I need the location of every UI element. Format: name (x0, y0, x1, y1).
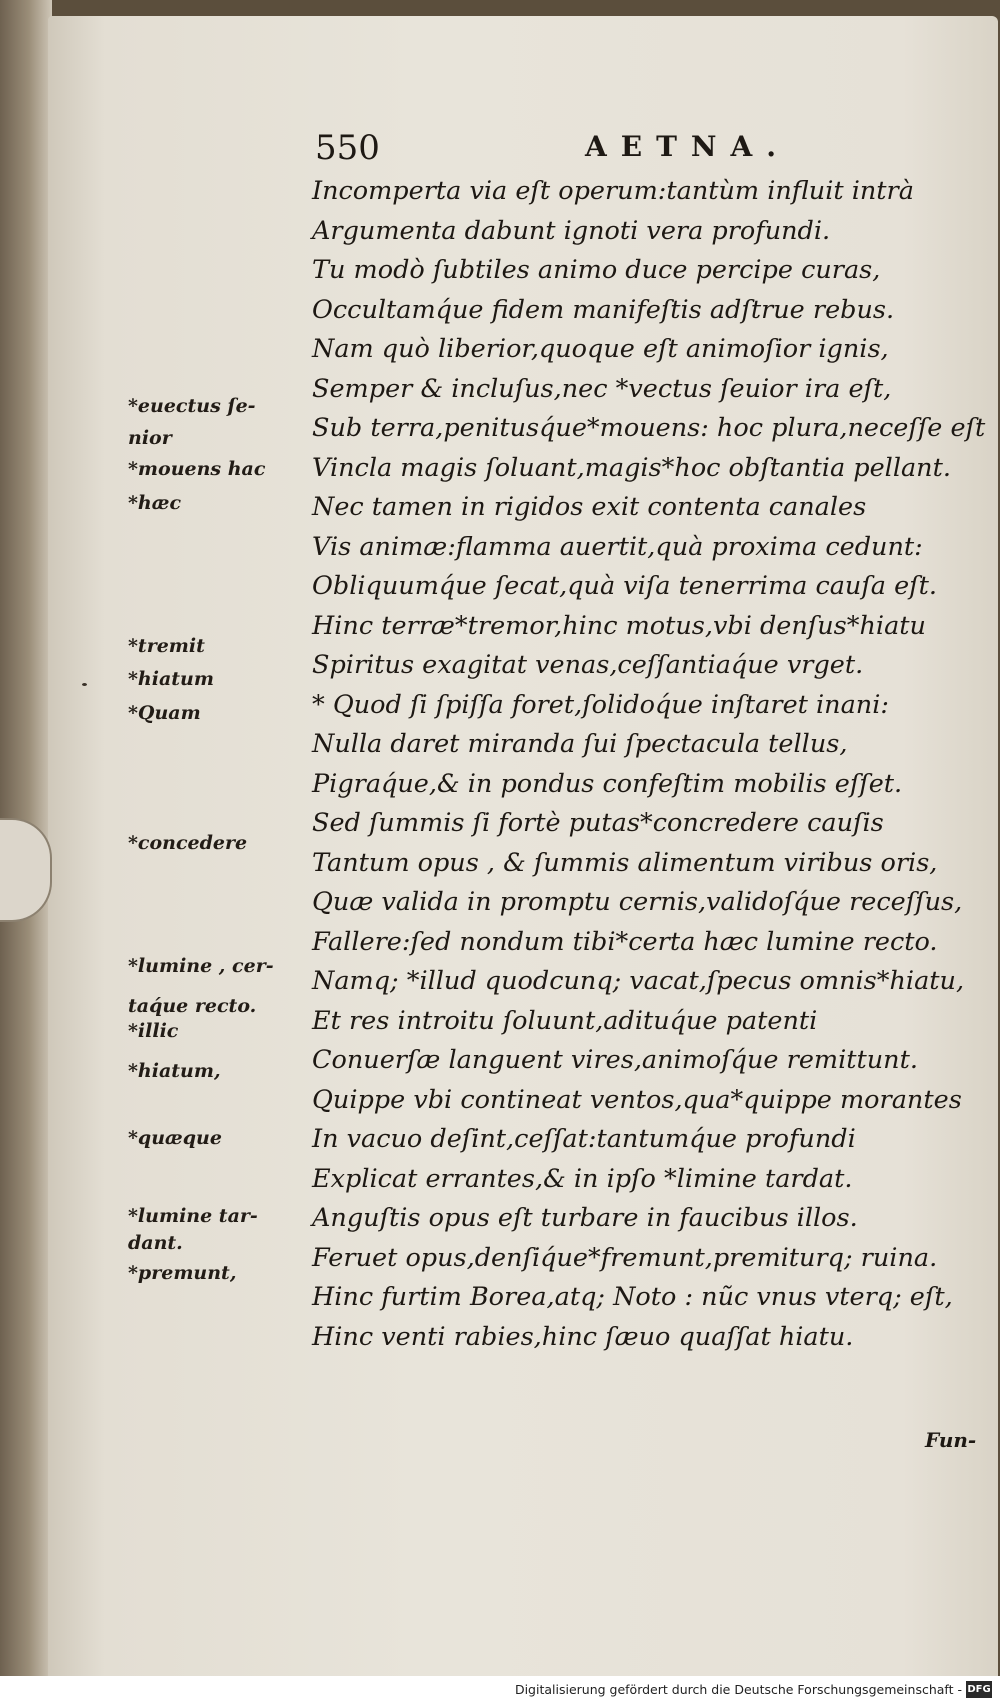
verse-line: Tu modò ſubtiles animo duce percipe curas, (312, 255, 881, 285)
verse-line: Tantum opus , & ſummis alimentum viribus oris, (312, 847, 938, 878)
verse-line: Obliquumq́ue ſecat,quà viſa tenerrima cauſa eſt. (312, 571, 937, 601)
margin-note: *hiatum, (128, 1060, 221, 1082)
ink-speck (82, 683, 87, 686)
verse-line: Vis animæ:flamma auertit,quà proxima cedunt: (312, 531, 923, 562)
margin-note: *hiatum (128, 668, 214, 690)
verse-line: Vincla magis ſoluant,magis*hoc obſtantia pellant. (312, 452, 951, 483)
verse-line: Semper & incluſus,nec *vectus ſeuior ira eſt, (312, 373, 892, 404)
margin-note: *mouens hac (128, 458, 266, 480)
margin-note: dant. (128, 1232, 183, 1254)
verse-line: Hinc venti rabies,hinc ſæuo quaſſat hiatu. (312, 1321, 854, 1352)
verse-line: Pigraq́ue,& in pondus confeſtim mobilis eſſet. (312, 768, 903, 799)
margin-note: *tremit (128, 635, 205, 657)
verse-line: Hinc terræ*tremor,hinc motus,vbi denſus*hiatu (312, 610, 926, 641)
verse-line: Quippe vbi contineat ventos,qua*quippe morantes (312, 1084, 962, 1115)
margin-note: nior (128, 427, 172, 449)
margin-note: *lumine tar- (128, 1205, 258, 1227)
verse-line: Sub terra,penitusq́ue*mouens: hoc plura,neceſſe eſt (312, 413, 986, 443)
verse-line: Argumenta dabunt ignoti vera profundi. (312, 215, 831, 246)
verse-line: Incomperta via eſt operum:tantùm influit intrà (312, 176, 914, 206)
margin-note: *concedere (128, 832, 248, 854)
verse-line: Namq; *illud quodcunq; vacat,ſpecus omnis*hiatu, (312, 966, 965, 996)
verse-line: Explicat errantes,& in ipſo *limine tardat. (312, 1163, 853, 1194)
dfg-logo-icon: DFG (966, 1681, 992, 1698)
running-title: AETNA. (585, 130, 790, 163)
verse-line: Occultamq́ue fidem manifeſtis adſtrue rebus. (312, 294, 895, 325)
page-header (315, 128, 915, 174)
margin-note: *Quam (128, 702, 201, 724)
verse-line: * Quod ſi ſpiſſa foret,ſolidoq́ue inſtaret inani: (312, 689, 889, 720)
verse-line: Feruet opus,denſiq́ue*fremunt,premiturq; ruina. (312, 1242, 938, 1273)
footer-credit: Digitalisierung gefördert durch die Deutsche Forschungsgemeinschaft - (514, 1682, 962, 1697)
margin-note: taq́ue recto. (128, 995, 257, 1017)
verse-line: Sed ſummis ſi fortè putas*concredere cauſis (312, 808, 884, 838)
verse-line: Quæ valida in promptu cernis,validoſq́ue receſſus, (312, 887, 963, 917)
verse-line: Nulla daret miranda ſui ſpectacula tellus, (312, 729, 848, 759)
verse-line: Nam quò liberior,quoque eſt animoſior ignis, (312, 334, 889, 364)
verse-line: Anguſtis opus eſt turbare in faucibus illos. (312, 1203, 858, 1233)
catchword: Fun- (925, 1428, 977, 1452)
margin-note: *hæc (128, 492, 182, 514)
digitization-footer (0, 1676, 1000, 1706)
margin-note: *quæque (128, 1127, 222, 1149)
verse-line: Fallere:ſed nondum tibi*certa hæc lumine recto. (312, 926, 938, 957)
verse-line: Conuerſæ languent vires,animoſq́ue remittunt. (312, 1045, 918, 1075)
verse-block (312, 172, 986, 1357)
page-number: 550 (315, 128, 380, 168)
margin-note: *illic (128, 1020, 179, 1042)
verse-line: Et res introitu ſoluunt,adituq́ue patenti (312, 1005, 818, 1036)
verse-line: Spiritus exagitat venas,ceſſantiaq́ue vrget. (312, 650, 864, 680)
margin-note: *euectus ſe- (128, 395, 256, 417)
verse-line: In vacuo deſint,ceſſat:tantumq́ue profundi (312, 1124, 856, 1154)
verse-line: Hinc furtim Borea,atq; Noto : nũc vnus vterq; eſt, (312, 1282, 953, 1312)
margin-note: *premunt, (128, 1262, 237, 1284)
margin-note: *lumine , cer- (128, 955, 274, 977)
verse-line: Nec tamen in rigidos exit contenta canales (312, 492, 867, 522)
